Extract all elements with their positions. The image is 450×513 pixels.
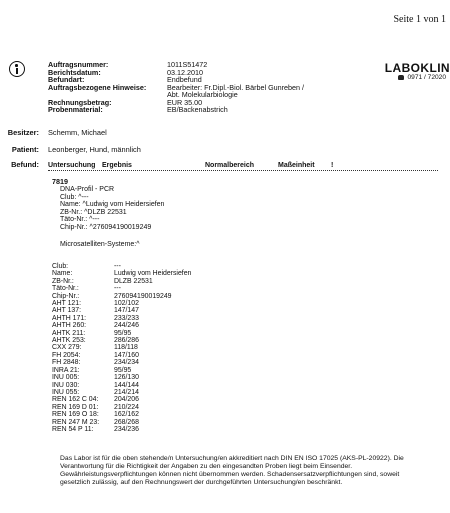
header-label: Auftragsbezogene Hinweise: (48, 82, 147, 92)
result-row (52, 374, 191, 381)
result-key: AHT 121: (52, 300, 81, 308)
test-line: Täto-Nr.: ^--- (60, 216, 100, 224)
result-row (52, 330, 191, 337)
header-label: Rechnungsbetrag: (48, 97, 112, 107)
page-number: Seite 1 von 1 (393, 14, 446, 25)
result-row (52, 389, 191, 396)
result-value: 147/147 (114, 307, 139, 315)
result-value: 204/206 (114, 396, 139, 404)
result-key: AHTH 260: (52, 322, 87, 330)
result-value: 102/102 (114, 300, 139, 308)
result-row (52, 293, 191, 300)
result-value: 244/246 (114, 322, 139, 330)
patient-label: Patient: (11, 145, 39, 154)
header-row (48, 106, 307, 114)
result-value: Ludwig vom Heidersiefen (114, 270, 192, 278)
result-row (52, 382, 191, 389)
result-key: REN 162 C 04: (52, 396, 99, 404)
header-value: Endbefund (167, 75, 202, 84)
result-key: INRA 21: (52, 366, 80, 374)
result-row (52, 344, 191, 351)
column-untersuchung: Untersuchung (48, 162, 96, 169)
result-row (52, 352, 191, 359)
result-row (52, 270, 191, 277)
result-value: DLZB 22531 (114, 277, 153, 285)
result-key: FH 2054: (52, 351, 81, 359)
test-line: Club: ^--- (60, 193, 89, 201)
lab-logo: LABOKLIN (384, 61, 450, 75)
result-label: Befund: (11, 160, 39, 169)
result-value: 95/95 (114, 329, 132, 337)
result-value: 210/224 (114, 403, 139, 411)
result-key: Name: (52, 270, 73, 278)
column-normalbereich: Normalbereich (205, 162, 255, 169)
result-key: INU 055: (52, 388, 80, 396)
result-key: REN 247 M 23: (52, 418, 100, 426)
header-value: EB/Backenabstrich (167, 105, 228, 114)
result-value: 233/233 (114, 314, 139, 322)
result-value: 126/130 (114, 374, 139, 382)
test-line: ZB-Nr.: ^DLZB 22531 (60, 208, 127, 216)
column-masseinheit: Maßeinheit (278, 162, 315, 169)
result-row (52, 285, 191, 292)
report-header (48, 61, 307, 114)
result-key: AHTH 171: (52, 314, 87, 322)
header-label: Befundart: (48, 75, 85, 84)
result-key: REN 54 P 11: (52, 425, 94, 433)
result-key: CXX 279: (52, 344, 82, 352)
result-value: 268/268 (114, 418, 139, 426)
accreditation-note: Das Labor ist für die oben stehende/n Untersuchung/en akkreditiert nach DIN EN ISO 17025 (AKS-PL-20922). Die Verantwortung für die Richtigkeit der Angaben zu den eingesandten Proben liegt beim Einsender. Gewährleistungsverpflichtungen können nicht übernommen werden. Schadensersatzverpflichtungen sind, soweit gesetzlich zulässig, auf den Rechnungswert der durchgeführten Untersuchung/en beschränkt. (60, 455, 404, 487)
result-key: AHT 137: (52, 307, 81, 315)
result-row (52, 359, 191, 366)
result-value: --- (114, 263, 121, 270)
result-row (52, 322, 191, 329)
header-label: Probenmaterial: (48, 105, 103, 114)
result-row (52, 367, 191, 374)
result-value: 286/286 (114, 337, 139, 345)
header-value: 03.12.2010 (167, 67, 203, 77)
result-row (52, 419, 191, 426)
test-line: Chip-Nr.: ^276094190019249 (60, 223, 152, 231)
phone-icon (398, 75, 404, 80)
result-value: 144/144 (114, 381, 139, 389)
result-value: 234/236 (114, 425, 139, 433)
test-line: DNA-Profil - PCR (60, 186, 115, 193)
result-row (52, 278, 191, 285)
column-flag: ! (331, 162, 334, 169)
owner-value: Schemm, Michael (48, 128, 107, 137)
result-key: ZB-Nr.: (52, 277, 74, 285)
result-key: INU 030: (52, 381, 80, 389)
result-value: 118/118 (114, 344, 138, 352)
result-key: AHTK 253: (52, 337, 86, 345)
test-details (60, 186, 164, 232)
header-label: Auftragsnummer: (48, 60, 109, 69)
result-key: Täto-Nr.: (52, 285, 79, 293)
result-key: INU 005: (52, 374, 80, 382)
microsatellite-heading: Microsatelliten-Systeme:^ (60, 241, 140, 248)
header-divider (48, 170, 438, 171)
result-value: 234/234 (114, 359, 139, 367)
header-value: EUR 35.00 (167, 97, 203, 107)
result-row (52, 426, 191, 433)
result-value: --- (114, 285, 121, 293)
result-row (52, 404, 191, 411)
result-value: 162/162 (114, 411, 139, 419)
phone-text: 0971 / 72020 (407, 74, 446, 81)
test-code: 7819 (52, 177, 68, 186)
result-key: AHTK 211: (52, 329, 86, 337)
result-row (52, 396, 191, 403)
header-row (48, 84, 307, 99)
test-line: Name: ^Ludwig vom Heidersiefen (60, 201, 165, 209)
result-value: 214/214 (114, 388, 139, 396)
result-row (52, 337, 191, 344)
result-value: 95/95 (114, 366, 132, 374)
result-row (52, 315, 191, 322)
result-key: REN 169 O 18: (52, 411, 99, 419)
result-key: REN 169 D 01: (52, 403, 99, 411)
column-ergebnis: Ergebnis (102, 162, 132, 169)
result-key: Club: (52, 263, 69, 270)
result-key: FH 2848: (52, 359, 81, 367)
patient-value: Leonberger, Hund, männlich (48, 145, 141, 154)
header-value: Bearbeiter: Fr.Dipl.-Biol. Bärbel Gunreben / Abt. Molekularbiologie (167, 82, 305, 99)
result-value: 147/160 (114, 351, 139, 359)
result-row (52, 263, 191, 270)
results-list (52, 263, 191, 433)
result-row (52, 411, 191, 418)
result-key: Chip-Nr.: (52, 292, 80, 300)
result-row (52, 307, 191, 314)
info-icon (9, 61, 25, 77)
header-value: 1011S51472 (167, 60, 208, 69)
phone-number (398, 74, 446, 81)
owner-label: Besitzer: (7, 128, 39, 137)
result-row (52, 300, 191, 307)
header-label: Berichtsdatum: (48, 67, 101, 77)
result-value: 276094190019249 (114, 292, 172, 300)
